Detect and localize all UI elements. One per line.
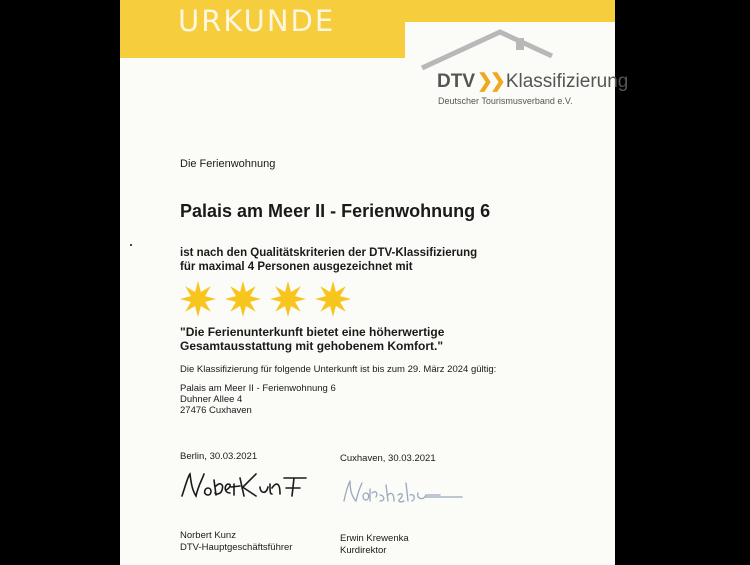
quote-line-2: Gesamtausstattung mit gehobenem Komfort." — [180, 339, 444, 353]
logo-brand: DTV — [437, 71, 475, 92]
property-name: Palais am Meer II - Ferienwohnung 6 — [180, 201, 491, 221]
validity-text: Die Klassifizierung für folgende Unterkunft ist bis zum 29. März 2024 gültig: — [180, 364, 497, 375]
house-roof-icon — [420, 26, 555, 71]
certificate-document — [120, 0, 629, 565]
criteria-line-1: ist nach den Qualitätskriterien der DTV-Klassifizierung — [180, 247, 478, 259]
signatory-2-role: Kurdirektor — [340, 545, 387, 556]
address-line-3: 27476 Cuxhaven — [180, 405, 252, 416]
speck — [130, 244, 132, 246]
signature-erwin-krewenka — [340, 475, 470, 507]
certificate-title: URKUNDE — [178, 4, 336, 38]
chevron-logo-icon: ❯❯ — [477, 71, 503, 92]
star-icon — [179, 280, 217, 318]
logo-name: Klassifizierung — [505, 71, 629, 92]
dtv-logo — [437, 70, 628, 93]
signatory-1-place-date: Berlin, 30.03.2021 — [180, 451, 258, 462]
logo-subtitle: Deutscher Tourismusverband e.V. — [438, 96, 573, 106]
signatory-1-role: DTV-Hauptgeschäftsführer — [180, 542, 293, 553]
address-line-1: Palais am Meer II - Ferienwohnung 6 — [180, 383, 336, 394]
quote-line-1: "Die Ferienunterkunft bietet eine höherwertige — [180, 325, 445, 339]
intro-text: Die Ferienwohnung — [180, 158, 276, 170]
signatory-1-name: Norbert Kunz — [180, 530, 236, 541]
signatory-2-place-date: Cuxhaven, 30.03.2021 — [340, 453, 436, 464]
criteria-line-2: für maximal 4 Personen ausgezeichnet mit — [180, 261, 413, 273]
star-icon — [269, 280, 307, 318]
signatory-2-name: Erwin Krewenka — [340, 533, 409, 544]
star-icon — [314, 280, 352, 318]
signature-norbert-kunz — [178, 466, 318, 504]
address-line-2: Duhner Allee 4 — [180, 394, 243, 405]
star-icon — [224, 280, 262, 318]
